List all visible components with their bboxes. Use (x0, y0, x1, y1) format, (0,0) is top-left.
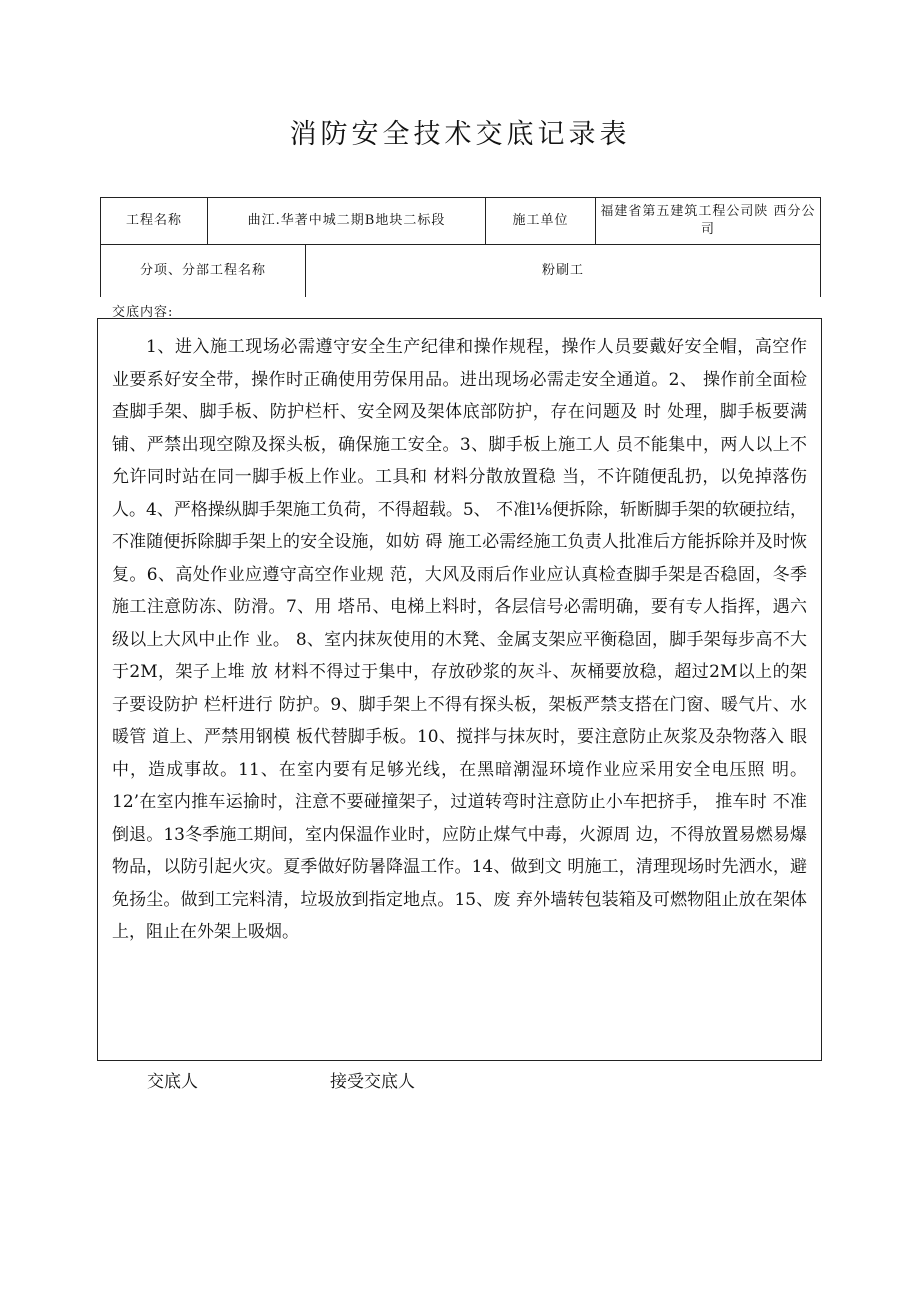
header-table (100, 197, 821, 297)
header-row-project (101, 198, 821, 245)
subproject-value: 粉刷工 (306, 245, 821, 298)
presenter-label: 交底人 (147, 1072, 198, 1092)
project-name-label: 工程名称 (101, 198, 208, 245)
content-box (97, 318, 822, 1061)
receiver-label: 接受交底人 (330, 1072, 415, 1092)
subproject-label: 分项、分部工程名称 (101, 245, 306, 298)
project-name-value: 曲江.华著中城二期B地块二标段 (208, 198, 486, 245)
document-title: 消防安全技术交底记录表 (289, 119, 631, 150)
contractor-value: 福建省第五建筑工程公司陕 西分公司 (596, 198, 821, 245)
content-text: 1、进入施工现场必需遵守安全生产纪律和操作规程，操作人员要戴好安全帽，高空作 业要系好安全带，操作时正确使用劳保用品。进出现场必需走安全通道。2、 操作前全面检查脚手架、脚手板、防护栏杆、安全网及架体底部防护，存在问题及 时 处理，脚手板要满铺、严禁出现空隙及探头板，确保施工安全。3、脚手板上施工人 员不能集中，两人以上不允许同时站在同一脚手板上作业。工具和 材料分散放置稳 当，不许随便乱扔，以免掉落伤人。4、严格操纵脚手架施工负荷，不得超载。5、 不准l⅛便拆除，斩断脚手架的软硬拉结，不准随便拆除脚手架上的安全设施，如妨 碍 施工必需经施工负责人批准后方能拆除并及时恢复。6、高处作业应遵守高空作业规 范，大风及雨后作业应认真检查脚手架是否稳固，冬季 施工注意防冻、防滑。7、用 塔吊、电梯上料时，各层信号必需明确，要有专人指挥，遇六级以上大风中止作 业。 8、室内抹灰使用的木凳、金属支架应平衡稳固，脚手架每步高不大于2M，架子上堆 放 材料不得过于集中，存放砂浆的灰斗、灰桶要放稳，超过2M以上的架子要设防护 栏杆进行 防护。9、脚手架上不得有探头板，架板严禁支搭在门窗、暖气片、水暖管 道上、严禁用钢模 板代替脚手板。10、搅拌与抹灰时，要注意防止灰浆及杂物落入 眼中，造成事故。11、在室内要有足够光线，在黑暗潮湿环境作业应采用安全电压照 明。12’在室内推车运揄时，注意不要碰撞架子，过道转弯时注意防止小车把挤手， 推车时 不准倒退。13冬季施工期间，室内保温作业时，应防止煤气中毒，火源周 边，不得放置易燃易爆 物品，以防引起火灾。夏季做好防暑降温工作。14、做到文 明施工，清理现场时先洒水，避免扬尘。做到工完料清，垃圾放到指定地点。15、废 弃外墙转包装箱及可燃物阻止放在架体上，阻止在外架上吸烟。 (112, 337, 807, 942)
header-row-subproject (101, 245, 821, 298)
contractor-label: 施工单位 (486, 198, 596, 245)
content-label: 交底内容: (112, 305, 174, 320)
